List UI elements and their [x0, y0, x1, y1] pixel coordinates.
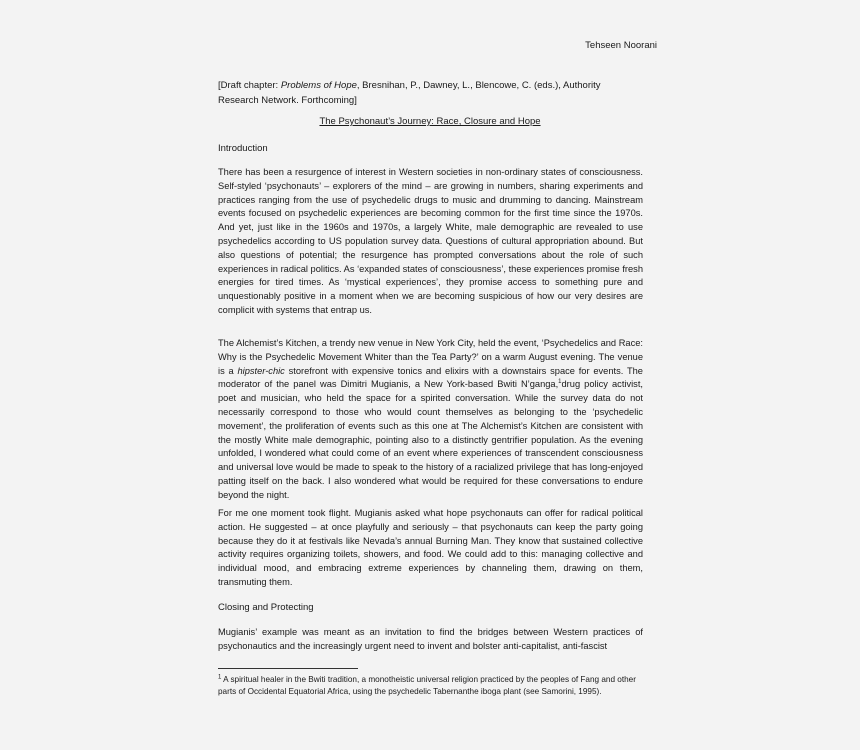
paragraph-2: [218, 337, 643, 503]
book-title: Problems of Hope: [280, 80, 357, 91]
draft-note-prefix: [Draft chapter:: [218, 80, 281, 91]
chapter-title: The Psychonaut’s Journey: Race, Closure and Hope: [319, 116, 541, 127]
footnote-text: A spiritual healer in the Bwiti tradition, a monotheistic universal religion practiced by the peoples of Fang and other parts of Occidental Equatorial Africa, using the psychedelic Tabernanthe iboga plant (see Samorini, 1995).: [218, 675, 636, 696]
draft-note-suffix: , Bresnihan, P., Dawney, L., Blencowe, C. (eds.), Authority Research Network. Forthcoming]: [218, 80, 601, 106]
paragraph-2-part-b: storefront with expensive tonics and elixirs with a downstairs space for events. The moderator of the panel was Dimitri Mugianis, a New York-based Bwiti N’ganga,: [218, 365, 643, 390]
section-heading-introduction: Introduction: [218, 143, 268, 154]
footnote-reference[interactable]: 1: [558, 379, 562, 386]
section-heading-closing: Closing and Protecting: [218, 602, 314, 613]
paragraph-2-part-a: The Alchemist’s Kitchen, a trendy new venue in New York City, held the event, ‘Psychedelics and Race: Why is the Psychedelic Movement Whiter than the Tea Party?’ on a warm August evening. The venue is a: [218, 338, 643, 376]
footnote-marker: 1: [218, 674, 222, 681]
author-name: Tehseen Noorani: [585, 40, 657, 51]
paragraph-2-part-c: drug policy activist, poet and musician, who held the space for a spirited conversation. While the survey data do not necessarily correspond to those who would count themselves as belonging to the ‘psychedelic movement’, the proliferation of events such as this one at The Alchemist’s Kitchen are consistent with the mostly White male demographic, pointing also to a distinctly gentrifier population. As the evening unfolded, I wondered what could come of an event where experiences of transcendent consciousness and universal love would be made to speak to the history of a racialized privilege that has long-enjoyed patting itself on the back. I also wondered what would be required for these conversations to endure beyond the night.: [218, 379, 643, 500]
footnote-separator: [218, 668, 358, 669]
footnote: [218, 674, 638, 697]
paragraph-4: Mugianis’ example was meant as an invitation to find the bridges between Western practices of psychonautics and the increasingly urgent need to invent and bolster anti-capitalist, anti-fascist: [218, 627, 643, 651]
hipster-chic-text: hipster-chic: [237, 365, 285, 376]
paragraph-3: For me one moment took flight. Mugianis asked what hope psychonauts can offer for radical political action. He suggested – at once playfully and seriously – that psychonauts can keep the party going because they do it at festivals like Nevada’s annual Burning Man. They know that sustained collective activity requires organizing toilets, showers, and food. We could add to this: managing collective and individual mood, and embracing extreme experiences by channeling them, drawing on them, transmuting them.: [218, 508, 643, 587]
draft-note: [218, 78, 638, 108]
paragraph-1: There has been a resurgence of interest in Western societies in non-ordinary states of consciousness. Self-styled ‘psychonauts’ – explorers of the mind – are growing in numbers, sharing experiments and practices ranging from the use of psychedelic drugs to music and drumming to dancing. Mainstream events focused on psychedelic experiences are becoming common for the first time since the 1970s. And yet, just like in the 1960s and 1970s, a largely White, male demographic are revealed to use psychedelics according to US population survey data. Questions of cultural appropriation abound. But also questions of potential; the resurgence has prompted conversations about the role of such experiences in radical politics. As ‘expanded states of consciousness’, these experiences promise fresh energies for tired times. As ‘mystical experiences’, they promise access to something pure and unquestionably positive in a moment when we are becoming suspicious of how our very desires are complicit with systems that entrap us.: [218, 167, 643, 315]
